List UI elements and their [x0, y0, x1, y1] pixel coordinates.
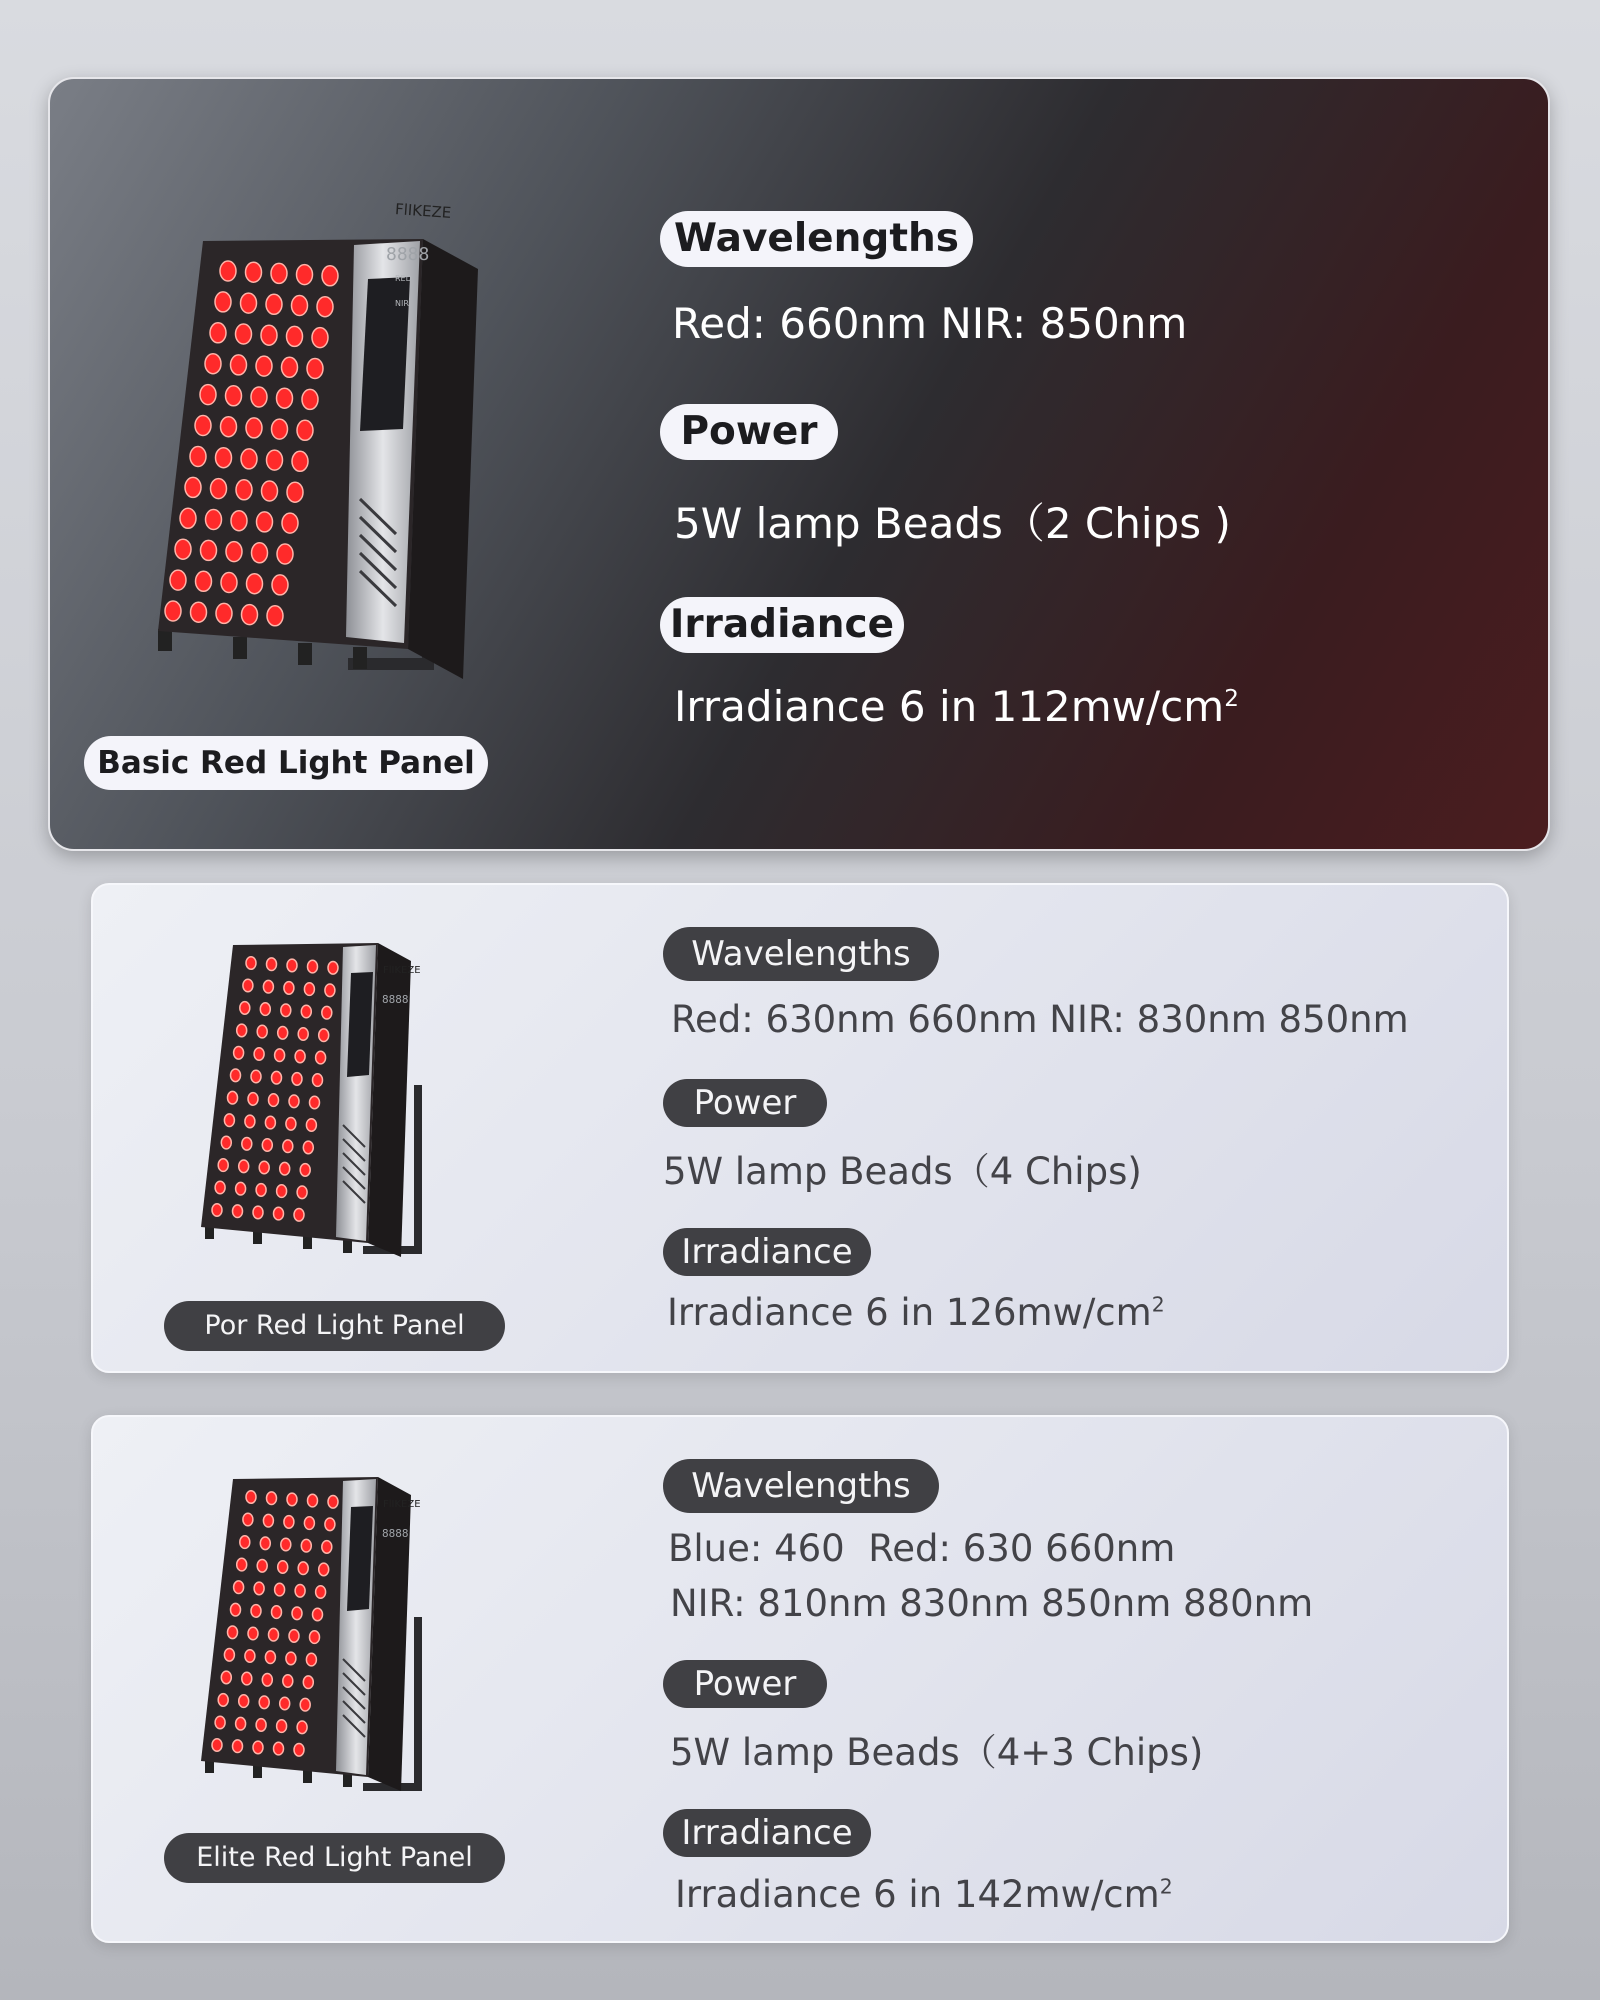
led-bead-icon — [231, 1069, 241, 1082]
led-bead-icon — [280, 1162, 290, 1175]
led-bead-icon — [246, 1491, 256, 1504]
led-bead-icon — [271, 263, 287, 283]
led-bead-icon — [308, 1494, 318, 1507]
led-bead-icon — [175, 539, 191, 559]
led-bead-icon — [226, 386, 242, 406]
led-bead-icon — [300, 1164, 310, 1177]
led-bead-icon — [218, 1694, 228, 1707]
wavelengths-value-line2: NIR: 810nm 830nm 850nm 880nm — [670, 1582, 1314, 1625]
led-bead-icon — [292, 451, 308, 471]
led-bead-icon — [263, 1514, 273, 1527]
led-bead-icon — [325, 984, 335, 997]
led-bead-icon — [240, 1536, 250, 1549]
led-bead-icon — [259, 1696, 269, 1709]
wavelengths-value-line1: Blue: 460 Red: 630 660nm — [668, 1527, 1176, 1570]
led-bead-icon — [246, 957, 256, 970]
led-bead-icon — [295, 1585, 305, 1598]
wavelengths-label: Wavelengths — [660, 211, 973, 267]
led-bead-icon — [261, 325, 277, 345]
led-bead-icon — [313, 1074, 323, 1087]
pro-panel-card — [91, 883, 1509, 1373]
led-bead-icon — [316, 1051, 326, 1064]
led-bead-icon — [304, 1517, 314, 1530]
led-bead-icon — [313, 1608, 323, 1621]
led-bead-icon — [274, 1207, 284, 1220]
led-bead-icon — [306, 1119, 316, 1132]
irradiance-text: Irradiance 6 in 112mw/cm — [674, 682, 1225, 731]
led-bead-icon — [239, 1695, 249, 1708]
led-bead-icon — [298, 1562, 308, 1575]
led-bead-icon — [278, 1027, 288, 1040]
led-bead-icon — [243, 979, 253, 992]
display-digits: 8888 — [386, 244, 430, 265]
led-bead-icon — [294, 1744, 304, 1757]
led-bead-icon — [312, 328, 328, 348]
led-bead-icon — [259, 1161, 269, 1174]
irradiance-unit-exponent: 2 — [1224, 686, 1239, 712]
led-bead-icon — [301, 1005, 311, 1018]
led-bead-icon — [201, 540, 217, 560]
led-bead-icon — [260, 1537, 270, 1550]
led-bead-icon — [247, 574, 263, 594]
led-bead-icon — [297, 1186, 307, 1199]
led-bead-icon — [287, 959, 297, 972]
led-bead-icon — [165, 601, 181, 621]
led-bead-icon — [292, 296, 308, 316]
irradiance-label: Irradiance — [663, 1809, 871, 1857]
led-bead-icon — [303, 1141, 313, 1154]
led-bead-icon — [241, 449, 257, 469]
led-bead-icon — [260, 1003, 270, 1016]
power-label: Power — [663, 1079, 827, 1127]
led-bead-icon — [170, 570, 186, 590]
led-bead-icon — [241, 293, 257, 313]
power-value: 5W lamp Beads（4 Chips) — [663, 1150, 1142, 1193]
led-bead-icon — [328, 1496, 338, 1509]
led-bead-icon — [302, 389, 318, 409]
led-bead-icon — [206, 510, 222, 530]
wavelengths-value: Red: 630nm 660nm NIR: 830nm 850nm — [671, 998, 1409, 1041]
led-bead-icon — [236, 1182, 246, 1195]
led-bead-icon — [191, 602, 207, 622]
led-bead-icon — [262, 1674, 272, 1687]
led-bead-icon — [275, 1583, 285, 1596]
led-bead-icon — [246, 418, 262, 438]
power-value: 5W lamp Beads（4+3 Chips) — [670, 1731, 1204, 1774]
power-label: Power — [660, 404, 838, 460]
led-bead-icon — [281, 1004, 291, 1017]
led-bead-icon — [245, 1115, 255, 1128]
led-bead-icon — [242, 1138, 252, 1151]
led-bead-icon — [265, 1651, 275, 1664]
led-bead-icon — [263, 980, 273, 993]
irradiance-text: Irradiance 6 in 126mw/cm — [667, 1291, 1152, 1334]
led-bead-icon — [316, 1586, 326, 1599]
irradiance-text: Irradiance 6 in 142mw/cm — [675, 1873, 1160, 1916]
led-bead-icon — [233, 1205, 243, 1218]
led-bead-icon — [325, 1518, 335, 1531]
panel-name-badge: Por Red Light Panel — [164, 1301, 505, 1351]
irradiance-value — [675, 1873, 1173, 1916]
led-bead-icon — [269, 1628, 279, 1641]
led-bead-icon — [256, 1719, 266, 1732]
led-bead-icon — [254, 1048, 264, 1061]
led-bead-icon — [319, 1563, 329, 1576]
led-bead-icon — [300, 1698, 310, 1711]
led-bead-icon — [307, 359, 323, 379]
led-bead-icon — [236, 1717, 246, 1730]
led-bead-icon — [301, 1539, 311, 1552]
led-bead-icon — [310, 1631, 320, 1644]
led-bead-icon — [287, 482, 303, 502]
led-bead-icon — [322, 266, 338, 286]
led-bead-icon — [297, 1721, 307, 1734]
led-bead-icon — [292, 1073, 302, 1086]
led-bead-icon — [306, 1653, 316, 1666]
irradiance-label: Irradiance — [663, 1228, 871, 1276]
elite-panel-card — [91, 1415, 1509, 1943]
display-digits: 8888 — [382, 993, 409, 1006]
brand-logo: FlIKEZE — [383, 1499, 421, 1510]
display-digits: 8888 — [382, 1527, 409, 1540]
irradiance-value — [674, 682, 1239, 731]
led-bead-icon — [292, 1607, 302, 1620]
led-bead-icon — [215, 292, 231, 312]
led-bead-icon — [226, 542, 242, 562]
led-bead-icon — [308, 960, 318, 973]
mode-label-nir: NIR — [395, 299, 409, 308]
led-bead-icon — [256, 356, 272, 376]
led-bead-icon — [275, 1049, 285, 1062]
led-bead-icon — [289, 1095, 299, 1108]
led-bead-icon — [196, 571, 212, 591]
led-bead-icon — [231, 355, 247, 375]
led-bead-icon — [269, 1094, 279, 1107]
led-bead-icon — [272, 419, 288, 439]
led-bead-icon — [236, 324, 252, 344]
led-bead-icon — [277, 544, 293, 564]
panel-name-badge: Elite Red Light Panel — [164, 1833, 505, 1883]
led-bead-icon — [242, 1672, 252, 1685]
panel-name-badge: Basic Red Light Panel — [84, 736, 488, 790]
led-bead-icon — [251, 1605, 261, 1618]
led-bead-icon — [221, 1136, 231, 1149]
led-bead-icon — [278, 1561, 288, 1574]
led-bead-icon — [251, 1070, 261, 1083]
irradiance-unit-exponent: 2 — [1159, 1874, 1173, 1899]
irradiance-value — [667, 1291, 1165, 1334]
led-bead-icon — [233, 1740, 243, 1753]
led-bead-icon — [274, 1742, 284, 1755]
led-bead-icon — [221, 1671, 231, 1684]
wavelengths-label: Wavelengths — [663, 1459, 939, 1513]
led-bead-icon — [228, 1091, 238, 1104]
led-bead-icon — [284, 1516, 294, 1529]
led-bead-icon — [220, 261, 236, 281]
led-bead-icon — [322, 1541, 332, 1554]
led-bead-icon — [266, 294, 282, 314]
led-bead-icon — [277, 388, 293, 408]
led-bead-icon — [322, 1006, 332, 1019]
led-bead-icon — [190, 447, 206, 467]
led-bead-icon — [297, 265, 313, 285]
led-bead-icon — [216, 603, 232, 623]
irradiance-unit-exponent: 2 — [1151, 1292, 1165, 1317]
led-bead-icon — [195, 416, 211, 436]
led-bead-icon — [281, 1538, 291, 1551]
led-bead-icon — [180, 508, 196, 528]
led-bead-icon — [234, 1047, 244, 1060]
led-bead-icon — [245, 1650, 255, 1663]
led-bead-icon — [267, 958, 277, 971]
led-bead-icon — [262, 481, 278, 501]
led-bead-icon — [265, 1116, 275, 1129]
led-bead-icon — [239, 1160, 249, 1173]
led-bead-icon — [200, 385, 216, 405]
led-bead-icon — [212, 1204, 222, 1217]
led-bead-icon — [283, 1140, 293, 1153]
brand-logo: FlIKEZE — [394, 200, 452, 222]
led-bead-icon — [248, 1627, 258, 1640]
led-bead-icon — [272, 1071, 282, 1084]
led-bead-icon — [286, 1118, 296, 1131]
led-bead-icon — [286, 1652, 296, 1665]
led-bead-icon — [242, 605, 258, 625]
led-bead-icon — [215, 1181, 225, 1194]
led-bead-icon — [240, 1002, 250, 1015]
power-label: Power — [663, 1660, 827, 1708]
led-bead-icon — [205, 354, 221, 374]
led-bead-icon — [253, 1206, 263, 1219]
led-bead-icon — [267, 1492, 277, 1505]
led-bead-icon — [215, 1716, 225, 1729]
led-bead-icon — [289, 1630, 299, 1643]
led-bead-icon — [212, 1739, 222, 1752]
led-bead-icon — [210, 323, 226, 343]
led-bead-icon — [282, 513, 298, 533]
led-bead-icon — [257, 1025, 267, 1038]
led-bead-icon — [237, 1558, 247, 1571]
led-bead-icon — [287, 1493, 297, 1506]
led-bead-icon — [221, 417, 237, 437]
led-bead-icon — [283, 1675, 293, 1688]
led-bead-icon — [221, 573, 237, 593]
red-light-panel-device-image — [193, 925, 453, 1270]
led-bead-icon — [248, 1093, 258, 1106]
led-bead-icon — [185, 477, 201, 497]
led-bead-icon — [228, 1626, 238, 1639]
led-bead-icon — [257, 1560, 267, 1573]
led-bead-icon — [236, 480, 252, 500]
led-bead-icon — [224, 1114, 234, 1127]
led-bead-icon — [310, 1096, 320, 1109]
led-bead-icon — [319, 1029, 329, 1042]
irradiance-label: Irradiance — [660, 597, 904, 653]
led-bead-icon — [211, 479, 227, 499]
led-bead-icon — [272, 575, 288, 595]
led-bead-icon — [224, 1649, 234, 1662]
led-bead-icon — [297, 420, 313, 440]
wavelengths-value: Red: 660nm NIR: 850nm — [672, 299, 1188, 348]
led-bead-icon — [280, 1697, 290, 1710]
led-bead-icon — [272, 1606, 282, 1619]
mode-label-red: RED — [395, 274, 412, 283]
wavelengths-label: Wavelengths — [663, 927, 939, 981]
led-bead-icon — [267, 450, 283, 470]
led-bead-icon — [216, 448, 232, 468]
led-bead-icon — [295, 1050, 305, 1063]
brand-logo: FlIKEZE — [383, 965, 421, 976]
basic-panel-card — [48, 77, 1550, 851]
led-bead-icon — [231, 511, 247, 531]
led-bead-icon — [262, 1139, 272, 1152]
led-bead-icon — [254, 1582, 264, 1595]
led-bead-icon — [243, 1513, 253, 1526]
led-bead-icon — [294, 1209, 304, 1222]
power-value: 5W lamp Beads（2 Chips ) — [674, 499, 1231, 548]
led-bead-icon — [298, 1028, 308, 1041]
led-bead-icon — [256, 1184, 266, 1197]
led-bead-icon — [267, 606, 283, 626]
led-bead-icon — [252, 543, 268, 563]
led-bead-icon — [251, 387, 267, 407]
red-light-panel-device-image — [98, 159, 558, 699]
led-bead-icon — [253, 1741, 263, 1754]
led-bead-icon — [277, 1720, 287, 1733]
led-bead-icon — [234, 1581, 244, 1594]
led-bead-icon — [287, 326, 303, 346]
led-bead-icon — [303, 1676, 313, 1689]
led-bead-icon — [317, 297, 333, 317]
led-bead-icon — [277, 1185, 287, 1198]
led-bead-icon — [257, 512, 273, 532]
led-bead-icon — [328, 962, 338, 975]
led-bead-icon — [218, 1159, 228, 1172]
led-bead-icon — [231, 1603, 241, 1616]
led-bead-icon — [237, 1024, 247, 1037]
led-bead-icon — [284, 982, 294, 995]
led-bead-icon — [282, 357, 298, 377]
led-bead-icon — [246, 262, 262, 282]
led-bead-icon — [304, 983, 314, 996]
